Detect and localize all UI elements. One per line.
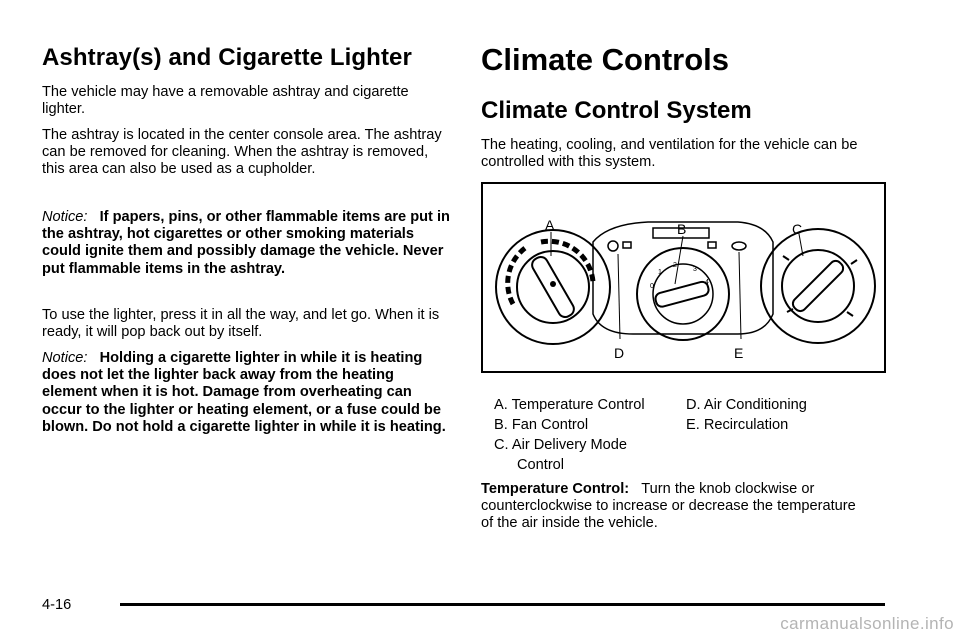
fan-speed-3: 3 <box>693 266 697 273</box>
term-text: Turn the knob clockwise or counterclockwise to increase or decrease the temperature of the air inside the vehicle. <box>481 481 856 532</box>
watermark: carmanualsonline.info <box>780 614 954 633</box>
legend-item-d: D. Air Conditioning <box>686 397 807 413</box>
recirculation-button <box>708 242 746 250</box>
section-heading-climate: Climate Control System <box>481 97 752 124</box>
notice-label: Notice: <box>42 350 88 366</box>
paragraph-ashtray-intro: The vehicle may have a removable ashtray and cigarette lighter. <box>42 84 409 118</box>
notice-flammable <box>42 209 450 278</box>
ac-button <box>608 241 631 251</box>
climate-control-illustration <box>481 182 886 373</box>
paragraph-temperature-control <box>481 481 861 533</box>
figure-label-e: E <box>734 345 744 361</box>
fan-speed-2: 2 <box>673 262 677 269</box>
climate-panel-drawing <box>483 184 884 371</box>
legend-right <box>686 395 807 435</box>
figure-label-d: D <box>614 345 625 361</box>
legend-left <box>494 395 645 475</box>
figure-label-b: B <box>677 221 687 237</box>
figure-label-a: A <box>545 217 555 233</box>
fan-knob <box>637 248 729 340</box>
notice-label: Notice: <box>42 209 88 225</box>
air-delivery-knob <box>761 229 875 343</box>
section-heading-ashtray: Ashtray(s) and Cigarette Lighter <box>42 44 412 71</box>
figure-label-c: C <box>792 221 803 237</box>
paragraph-climate-intro: The heating, cooling, and ventilation for the vehicle can be controlled with this system. <box>481 137 858 171</box>
chapter-title: Climate Controls <box>481 42 730 77</box>
term-label: Temperature Control: <box>481 481 630 497</box>
page-number: 4-16 <box>42 597 72 613</box>
notice-lighter <box>42 350 450 436</box>
fan-speed-0: 0 <box>650 283 654 290</box>
legend-item-a: A. Temperature Control <box>494 397 645 413</box>
paragraph-ashtray-location: The ashtray is located in the center console area. The ashtray can be removed for cleaning. When the ashtray is removed, this area can also be used as a cupholder. <box>42 127 442 178</box>
notice-text: If papers, pins, or other flammable items are put in the ashtray, hot cigarettes or other smoking materials could ignite them and possibly damage the vehicle. Never put flammable items in the ashtray. <box>42 209 450 277</box>
legend-item-c-continued: Control <box>517 457 565 473</box>
fan-speed-4: 4 <box>705 279 709 286</box>
notice-text: Holding a cigarette lighter in while it is heating does not let the lighter back away from the heating element when it is hot. Damage from overheating can occur to the lighter or heating element, or a fuse could be blown. Do not hold a cigarette lighter in while it is heating. <box>42 350 446 435</box>
legend-item-b: B. Fan Control <box>494 417 589 433</box>
footer-rule <box>120 603 885 606</box>
fan-speed-1: 1 <box>658 269 662 276</box>
paragraph-lighter-use: To use the lighter, press it in all the way, and let go. When it is ready, it will pop back out by itself. <box>42 307 440 341</box>
legend-item-e: E. Recirculation <box>686 417 789 433</box>
legend-item-c: C. Air Delivery Mode <box>494 437 628 453</box>
